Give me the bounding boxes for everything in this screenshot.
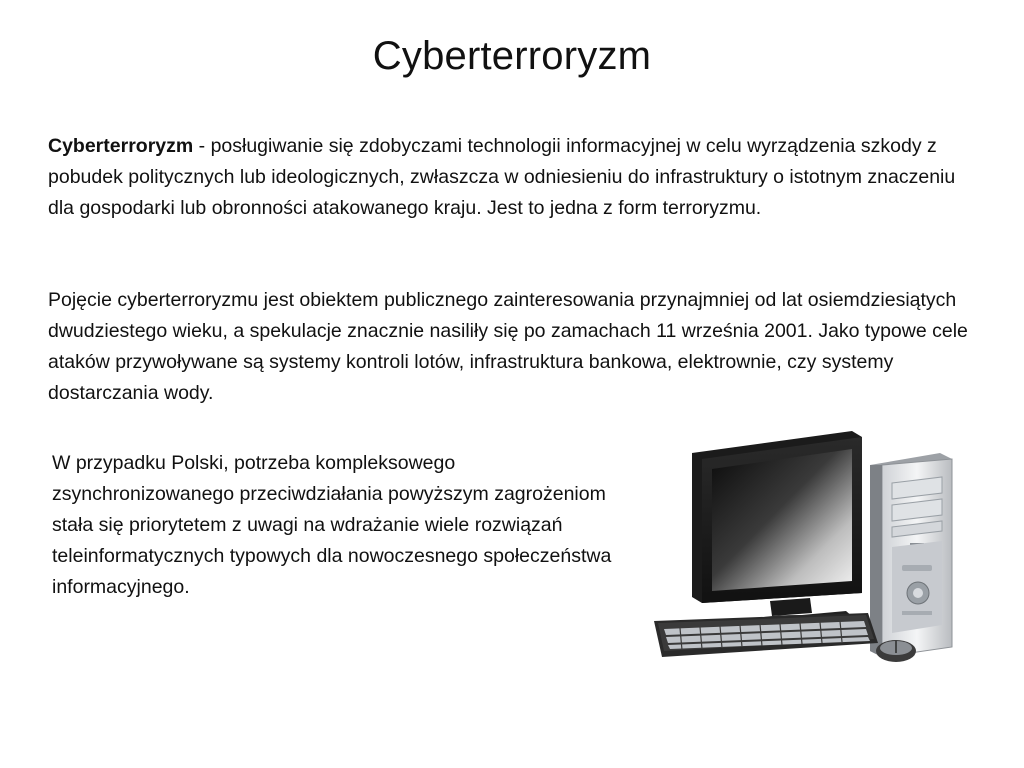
slide-title: Cyberterroryzm [372,34,652,78]
history-paragraph: Pojęcie cyberterroryzmu jest obiektem publicznego zainteresowania przynajmniej od lat osiemdziesiątych dwudziestego wieku, a spekulacje znacznie nasiliły się po zamachach 11 września 2001. Jako typowe cele ataków przywoływane są systemy kontroli lotów, infrastruktura bankowa, elektrownie, czy systemy dostarczania wody. [48,289,968,404]
desktop-computer-icon [640,425,1010,680]
definition-text: - posługiwanie się zdobyczami technologii informacyjnej w celu wyrządzenia szkody z pobudek politycznych lub ideologicznych, zwłaszcza w odniesieniu do infrastruktury o istotnym znaczeniu dla gospodarki lub obronności atakowanego kraju. Jest to jedna z form terroryzmu. [48,135,956,219]
pc-mouse [876,640,916,662]
pc-monitor [692,431,862,635]
poland-paragraph: W przypadku Polski, potrzeba kompleksowego zsynchronizowanego przeciwdziałania powyższym zagrożeniom stała się priorytetem z uwagi na wdrażanie wiele rozwiązań teleinformatycznych typowych dla nowoczesnego społeczeństwa informacyjnego. [52,452,612,598]
definition-paragraph [48,131,978,224]
pc-tower [870,453,952,657]
term-bold: Cyberterroryzm [48,135,194,157]
pc-keyboard [654,613,878,657]
